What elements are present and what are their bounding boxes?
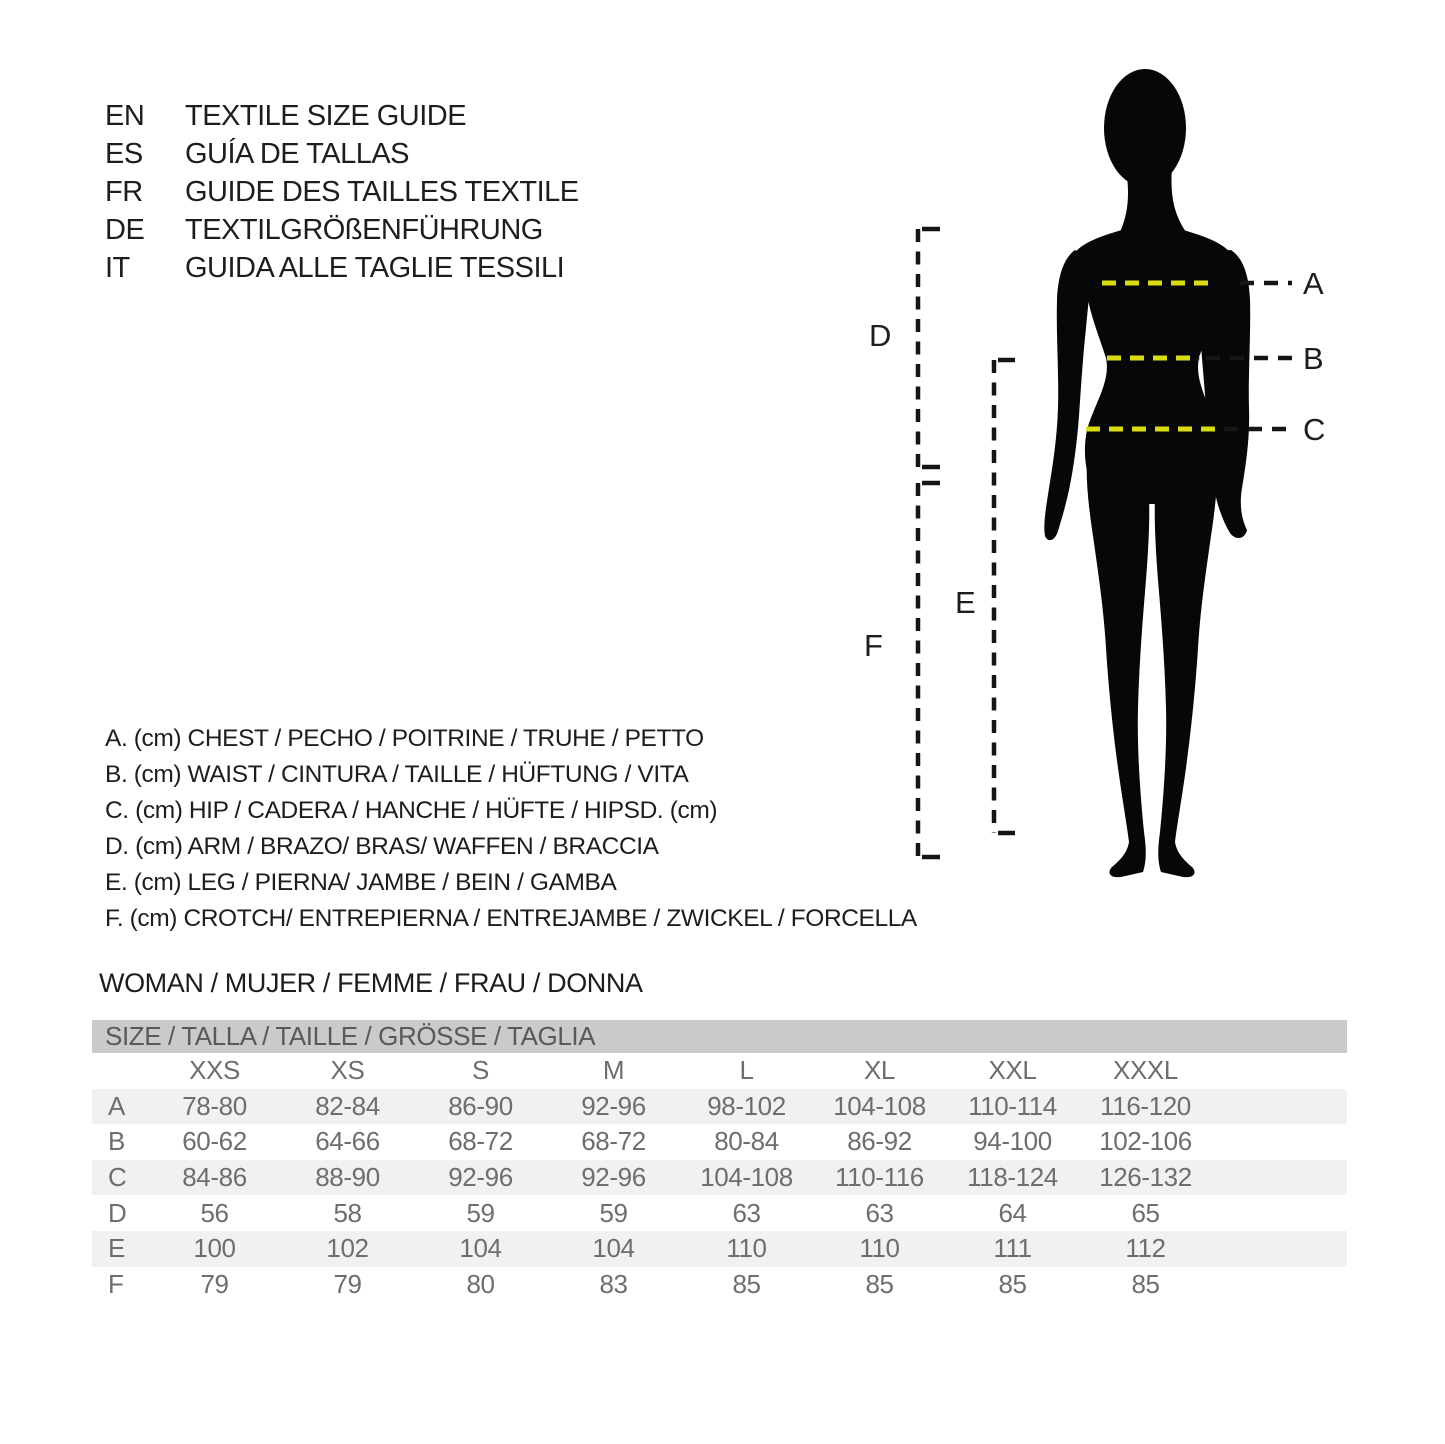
body-measurement-diagram	[850, 60, 1445, 900]
lang-row-es	[105, 135, 579, 173]
cell-F-xl: 85	[865, 1268, 894, 1299]
lang-code: FR	[105, 175, 143, 208]
row-label-E: E	[92, 1231, 148, 1267]
lang-title: GUÍA DE TALLAS	[185, 137, 410, 170]
cell-A-m: 92-96	[547, 1089, 680, 1125]
size-col-l: L	[739, 1055, 754, 1086]
lang-title: GUIDA ALLE TAGLIE TESSILI	[185, 251, 565, 284]
cell-C-xxl: 118-124	[946, 1160, 1079, 1196]
cell-E-l: 110	[680, 1231, 813, 1267]
size-col-m: M	[602, 1055, 625, 1086]
legend-leg: E. (cm) LEG / PIERNA/ JAMBE / BEIN / GAMBA	[105, 869, 617, 896]
cell-D-l: 63	[732, 1197, 761, 1228]
cell-E-xl: 110	[813, 1231, 946, 1267]
cell-F-l: 85	[732, 1268, 761, 1299]
row-label-F: F	[108, 1268, 124, 1299]
label-E: E	[955, 585, 976, 620]
cell-F-s: 80	[466, 1268, 495, 1299]
measurement-legend	[105, 721, 917, 937]
row-C-filler	[1212, 1160, 1347, 1196]
cell-D-s: 59	[466, 1197, 495, 1228]
size-col-xxs: XXS	[189, 1055, 240, 1086]
lang-title: TEXTILE SIZE GUIDE	[185, 99, 467, 132]
cell-A-xs: 82-84	[281, 1089, 414, 1125]
row-label-C: C	[92, 1160, 148, 1196]
cell-D-m: 59	[599, 1197, 628, 1228]
cell-E-m: 104	[547, 1231, 680, 1267]
lang-row-it	[105, 249, 579, 287]
cell-C-s: 92-96	[414, 1160, 547, 1196]
cell-B-s: 68-72	[448, 1126, 513, 1157]
cell-D-xs: 58	[333, 1197, 362, 1228]
cell-B-xs: 64-66	[315, 1126, 380, 1157]
label-C: C	[1303, 412, 1325, 447]
size-header-spacer	[92, 1053, 148, 1089]
size-header-filler	[1212, 1053, 1347, 1089]
cell-B-xxxl: 102-106	[1099, 1126, 1192, 1157]
lang-row-fr	[105, 173, 579, 211]
lang-row-de	[105, 211, 579, 249]
cell-C-xxxl: 126-132	[1079, 1160, 1212, 1196]
cell-D-xl: 63	[865, 1197, 894, 1228]
row-B-filler	[1212, 1124, 1347, 1160]
legend-waist: B. (cm) WAIST / CINTURA / TAILLE / HÜFTUNG / VITA	[105, 761, 689, 788]
row-label-B: B	[108, 1126, 125, 1157]
cell-E-xxs: 100	[148, 1231, 281, 1267]
row-A-filler	[1212, 1089, 1347, 1125]
cell-A-l: 98-102	[680, 1089, 813, 1125]
cell-A-s: 86-90	[414, 1089, 547, 1125]
cell-E-xs: 102	[281, 1231, 414, 1267]
size-table-title-bar	[92, 1020, 1347, 1053]
cell-F-xs: 79	[333, 1268, 362, 1299]
size-col-xxxl: XXXL	[1113, 1055, 1178, 1086]
cell-D-xxl: 64	[998, 1197, 1027, 1228]
lang-row-en	[105, 97, 579, 135]
lang-code: EN	[105, 99, 145, 132]
cell-B-l: 80-84	[714, 1126, 779, 1157]
size-col-xxl: XXL	[988, 1055, 1037, 1086]
row-D-filler	[1212, 1195, 1347, 1231]
cell-B-xxs: 60-62	[182, 1126, 247, 1157]
lang-title: TEXTILGRÖßENFÜHRUNG	[185, 213, 543, 246]
cell-F-xxxl: 85	[1131, 1268, 1160, 1299]
language-title-list	[105, 97, 579, 287]
woman-section-heading: WOMAN / MUJER / FEMME / FRAU / DONNA	[99, 968, 643, 998]
cell-C-l: 104-108	[680, 1160, 813, 1196]
cell-C-xl: 110-116	[813, 1160, 946, 1196]
label-B: B	[1303, 341, 1324, 376]
cell-F-m: 83	[599, 1268, 628, 1299]
size-col-xl: XL	[863, 1055, 895, 1086]
lang-title: GUIDE DES TAILLES TEXTILE	[185, 175, 579, 208]
size-table	[92, 1020, 1347, 1302]
cell-D-xxs: 56	[200, 1197, 229, 1228]
cell-B-xl: 86-92	[847, 1126, 912, 1157]
size-col-s: S	[472, 1055, 489, 1086]
cell-F-xxl: 85	[998, 1268, 1027, 1299]
size-table-title: SIZE / TALLA / TAILLE / GRÖSSE / TAGLIA	[105, 1021, 596, 1051]
cell-E-xxxl: 112	[1079, 1231, 1212, 1267]
label-F: F	[864, 628, 883, 663]
row-label-A: A	[92, 1089, 148, 1125]
cell-B-xxl: 94-100	[973, 1126, 1052, 1157]
lang-code: IT	[105, 251, 130, 284]
cell-F-xxs: 79	[200, 1268, 229, 1299]
lang-code: ES	[105, 137, 143, 170]
cell-B-m: 68-72	[581, 1126, 646, 1157]
legend-crotch: F. (cm) CROTCH/ ENTREPIERNA / ENTREJAMBE / ZWICKEL / FORCELLA	[105, 905, 917, 932]
label-A: A	[1303, 266, 1324, 301]
legend-arm: D. (cm) ARM / BRAZO/ BRAS/ WAFFEN / BRACCIA	[105, 833, 659, 860]
row-E-filler	[1212, 1231, 1347, 1267]
legend-hip: C. (cm) HIP / CADERA / HANCHE / HÜFTE / HIPSD. (cm)	[105, 797, 718, 824]
lang-code: DE	[105, 213, 145, 246]
woman-silhouette	[1044, 69, 1250, 877]
row-label-D: D	[108, 1197, 127, 1228]
cell-A-xl: 104-108	[813, 1089, 946, 1125]
row-F-filler	[1212, 1267, 1347, 1303]
size-table-grid	[92, 1053, 1347, 1302]
cell-E-s: 104	[414, 1231, 547, 1267]
cell-A-xxs: 78-80	[148, 1089, 281, 1125]
cell-D-xxxl: 65	[1131, 1197, 1160, 1228]
vertical-measure-lines	[918, 229, 1015, 857]
cell-C-xs: 88-90	[281, 1160, 414, 1196]
cell-E-xxl: 111	[946, 1231, 1079, 1267]
label-D: D	[869, 318, 891, 353]
legend-chest: A. (cm) CHEST / PECHO / POITRINE / TRUHE / PETTO	[105, 725, 704, 752]
cell-C-xxs: 84-86	[148, 1160, 281, 1196]
cell-A-xxxl: 116-120	[1079, 1089, 1212, 1125]
size-col-xs: XS	[330, 1055, 365, 1086]
cell-C-m: 92-96	[547, 1160, 680, 1196]
cell-A-xxl: 110-114	[946, 1089, 1079, 1125]
